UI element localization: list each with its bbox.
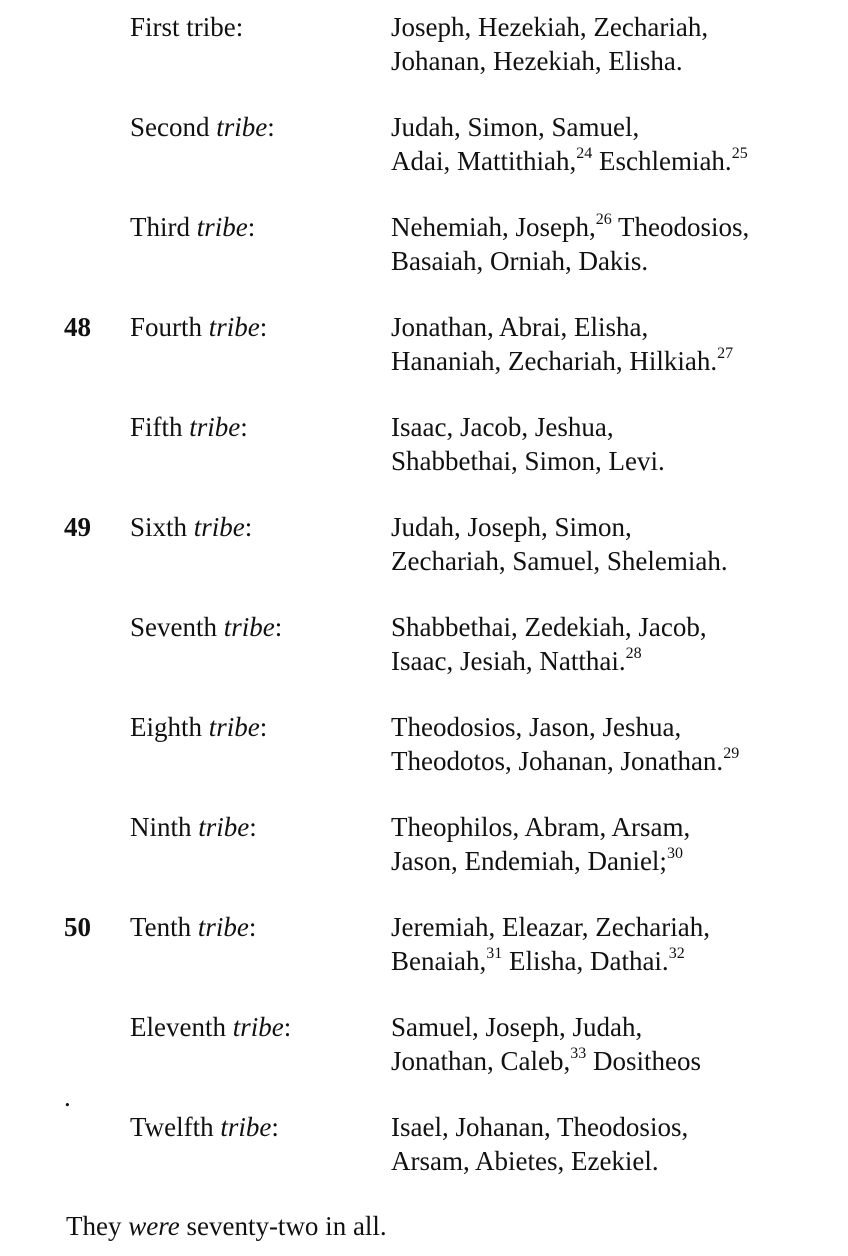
names-text: Isaac, Jesiah, Natthai. — [391, 646, 626, 676]
tribe-label — [130, 110, 275, 144]
tribe-ordinal: Third — [130, 212, 197, 242]
closing-sentence — [66, 1208, 387, 1244]
tribe-word: tribe — [186, 12, 236, 42]
tribe-names — [391, 210, 749, 278]
names-line — [391, 944, 710, 978]
tribe-names — [391, 10, 708, 78]
tribe-names — [391, 310, 733, 378]
tribe-entry — [0, 810, 848, 880]
tribe-colon: : — [259, 712, 268, 742]
names-text: Nehemiah, Joseph, — [391, 212, 596, 242]
tribe-names — [391, 1110, 688, 1178]
names-text: Elisha, Dathai. — [502, 946, 669, 976]
footnote-marker: 25 — [731, 145, 748, 162]
tribe-colon: : — [271, 1112, 279, 1142]
names-text: Judah, Joseph, Simon, — [391, 512, 632, 542]
tribe-ordinal: Twelfth — [130, 1112, 221, 1142]
tribe-word: tribe — [196, 212, 248, 242]
tribe-entry — [0, 510, 848, 580]
tribe-label — [130, 810, 257, 844]
tribe-ordinal: Fourth — [130, 312, 209, 342]
tribe-colon: : — [259, 312, 268, 342]
names-line — [391, 744, 739, 778]
tribe-entry — [0, 610, 848, 680]
tribe-word: tribe — [189, 412, 241, 442]
names-line — [391, 544, 728, 578]
tribe-names — [391, 1010, 701, 1078]
tribe-names — [391, 110, 748, 178]
names-line — [391, 1144, 688, 1178]
names-text: Benaiah, — [391, 946, 487, 976]
names-text: Isaac, Jacob, Jeshua, — [391, 412, 614, 442]
footnote-marker: 32 — [668, 945, 685, 962]
tribe-word: tribe — [232, 1012, 284, 1042]
tribe-label — [130, 410, 248, 444]
tribe-label — [130, 510, 252, 544]
names-text: Adai, Mattithiah, — [391, 146, 577, 176]
names-text: Samuel, Joseph, Judah, — [391, 1012, 643, 1042]
names-line — [391, 1044, 701, 1078]
tribe-entry — [0, 1010, 848, 1080]
tribe-word: tribe — [216, 112, 268, 142]
names-text: Jonathan, Abrai, Elisha, — [391, 312, 649, 342]
footnote-marker: 31 — [486, 945, 503, 962]
tribe-colon: : — [283, 1012, 292, 1042]
names-text: Jeremiah, Eleazar, Zechariah, — [391, 912, 710, 942]
tribe-word: tribe — [220, 1112, 272, 1142]
footnote-marker: 27 — [717, 345, 734, 362]
tribe-word: tribe — [208, 712, 260, 742]
names-line — [391, 610, 707, 644]
tribe-label — [130, 710, 267, 744]
names-line — [391, 110, 748, 144]
names-text: Dositheos — [586, 1046, 701, 1076]
names-line — [391, 144, 748, 178]
names-line — [391, 10, 708, 44]
names-text: Judah, Simon, Samuel, — [391, 112, 640, 142]
names-text: Basaiah, Orniah, Dakis. — [391, 246, 649, 276]
names-text: Shabbethai, Simon, Levi. — [391, 446, 665, 476]
tribe-colon: : — [244, 512, 253, 542]
tribe-label — [130, 610, 282, 644]
tribe-ordinal: Eleventh — [130, 1012, 233, 1042]
tribe-ordinal: Fifth — [130, 412, 190, 442]
footnote-marker: 29 — [723, 745, 740, 762]
footnote-marker: 28 — [625, 645, 642, 662]
tribe-entry — [0, 110, 848, 180]
names-text: Joseph, Hezekiah, Zechariah, — [391, 12, 709, 42]
tribe-names — [391, 810, 690, 878]
tribe-entry — [0, 710, 848, 780]
names-line — [391, 710, 739, 744]
names-line — [391, 410, 665, 444]
names-text: Johanan, Hezekiah, Elisha. — [391, 46, 683, 76]
tribe-names — [391, 610, 707, 678]
tribe-ordinal: Eighth — [130, 712, 209, 742]
names-text: Jason, Endemiah, Daniel; — [391, 846, 667, 876]
names-text: Eschlemiah. — [592, 146, 732, 176]
footnote-marker: 30 — [666, 845, 683, 862]
verse-number: 49 — [64, 512, 91, 542]
tribe-names — [391, 510, 728, 578]
verse-number: 50 — [64, 912, 91, 942]
tribe-entry — [0, 10, 848, 80]
names-line — [391, 910, 710, 944]
tribe-ordinal: Second — [130, 112, 217, 142]
closing-emphasis: were — [128, 1211, 180, 1241]
verse-number: 48 — [64, 312, 91, 342]
names-text: Isael, Johanan, Theodosios, — [391, 1112, 689, 1142]
tribe-word: tribe — [193, 512, 245, 542]
names-line — [391, 310, 733, 344]
names-line — [391, 244, 749, 278]
names-line — [391, 1110, 688, 1144]
tribe-entry — [0, 310, 848, 380]
names-line — [391, 810, 690, 844]
names-text: Theophilos, Abram, Arsam, — [391, 812, 691, 842]
tribe-ordinal: Sixth — [130, 512, 194, 542]
names-text: Arsam, Abietes, Ezekiel. — [391, 1146, 659, 1176]
closing-text-before: They — [66, 1211, 129, 1241]
tribe-entry — [0, 1110, 848, 1180]
tribe-entry — [0, 410, 848, 480]
names-line — [391, 210, 749, 244]
footnote-marker: 26 — [595, 211, 612, 228]
footnote-marker: 24 — [576, 145, 593, 162]
names-line — [391, 844, 690, 878]
tribe-word: tribe — [208, 312, 260, 342]
tribe-colon: : — [274, 612, 283, 642]
tribe-word: tribe — [223, 612, 275, 642]
tribe-names — [391, 910, 710, 978]
tribe-label — [130, 310, 267, 344]
tribe-ordinal: Seventh — [130, 612, 224, 642]
stray-period: . — [64, 1082, 71, 1112]
tribe-entry — [0, 910, 848, 980]
tribe-label — [130, 210, 255, 244]
names-line — [391, 510, 728, 544]
footnote-marker: 33 — [570, 1045, 587, 1062]
tribe-names — [391, 410, 665, 478]
names-text: Theodosios, Jason, Jeshua, — [391, 712, 682, 742]
tribe-label — [130, 10, 243, 44]
names-text: Jonathan, Caleb, — [391, 1046, 571, 1076]
names-text: Zechariah, Samuel, Shelemiah. — [391, 546, 728, 576]
tribe-label — [130, 910, 256, 944]
tribe-colon: : — [267, 112, 275, 142]
tribe-colon: : — [247, 212, 256, 242]
names-line — [391, 444, 665, 478]
tribe-label — [130, 1110, 279, 1144]
names-line — [391, 644, 707, 678]
tribe-ordinal: Ninth — [130, 812, 199, 842]
tribe-names — [391, 710, 739, 778]
names-line — [391, 44, 708, 78]
names-line — [391, 344, 733, 378]
closing-text-after: seventy-two in all. — [179, 1211, 387, 1241]
tribe-colon: : — [235, 12, 244, 42]
tribe-ordinal: First — [130, 12, 180, 42]
tribe-word: tribe — [198, 812, 250, 842]
tribe-label — [130, 1010, 291, 1044]
names-text: Theodotos, Johanan, Jonathan. — [391, 746, 724, 776]
tribe-word: tribe — [197, 912, 249, 942]
tribe-ordinal: Tenth — [130, 912, 198, 942]
tribe-entry — [0, 210, 848, 280]
tribe-colon: : — [248, 912, 257, 942]
tribe-colon: : — [240, 412, 248, 442]
names-text: Theodosios, — [611, 212, 750, 242]
names-line — [391, 1010, 701, 1044]
names-text: Shabbethai, Zedekiah, Jacob, — [391, 612, 707, 642]
tribe-colon: : — [249, 812, 257, 842]
names-text: Hananiah, Zechariah, Hilkiah. — [391, 346, 718, 376]
